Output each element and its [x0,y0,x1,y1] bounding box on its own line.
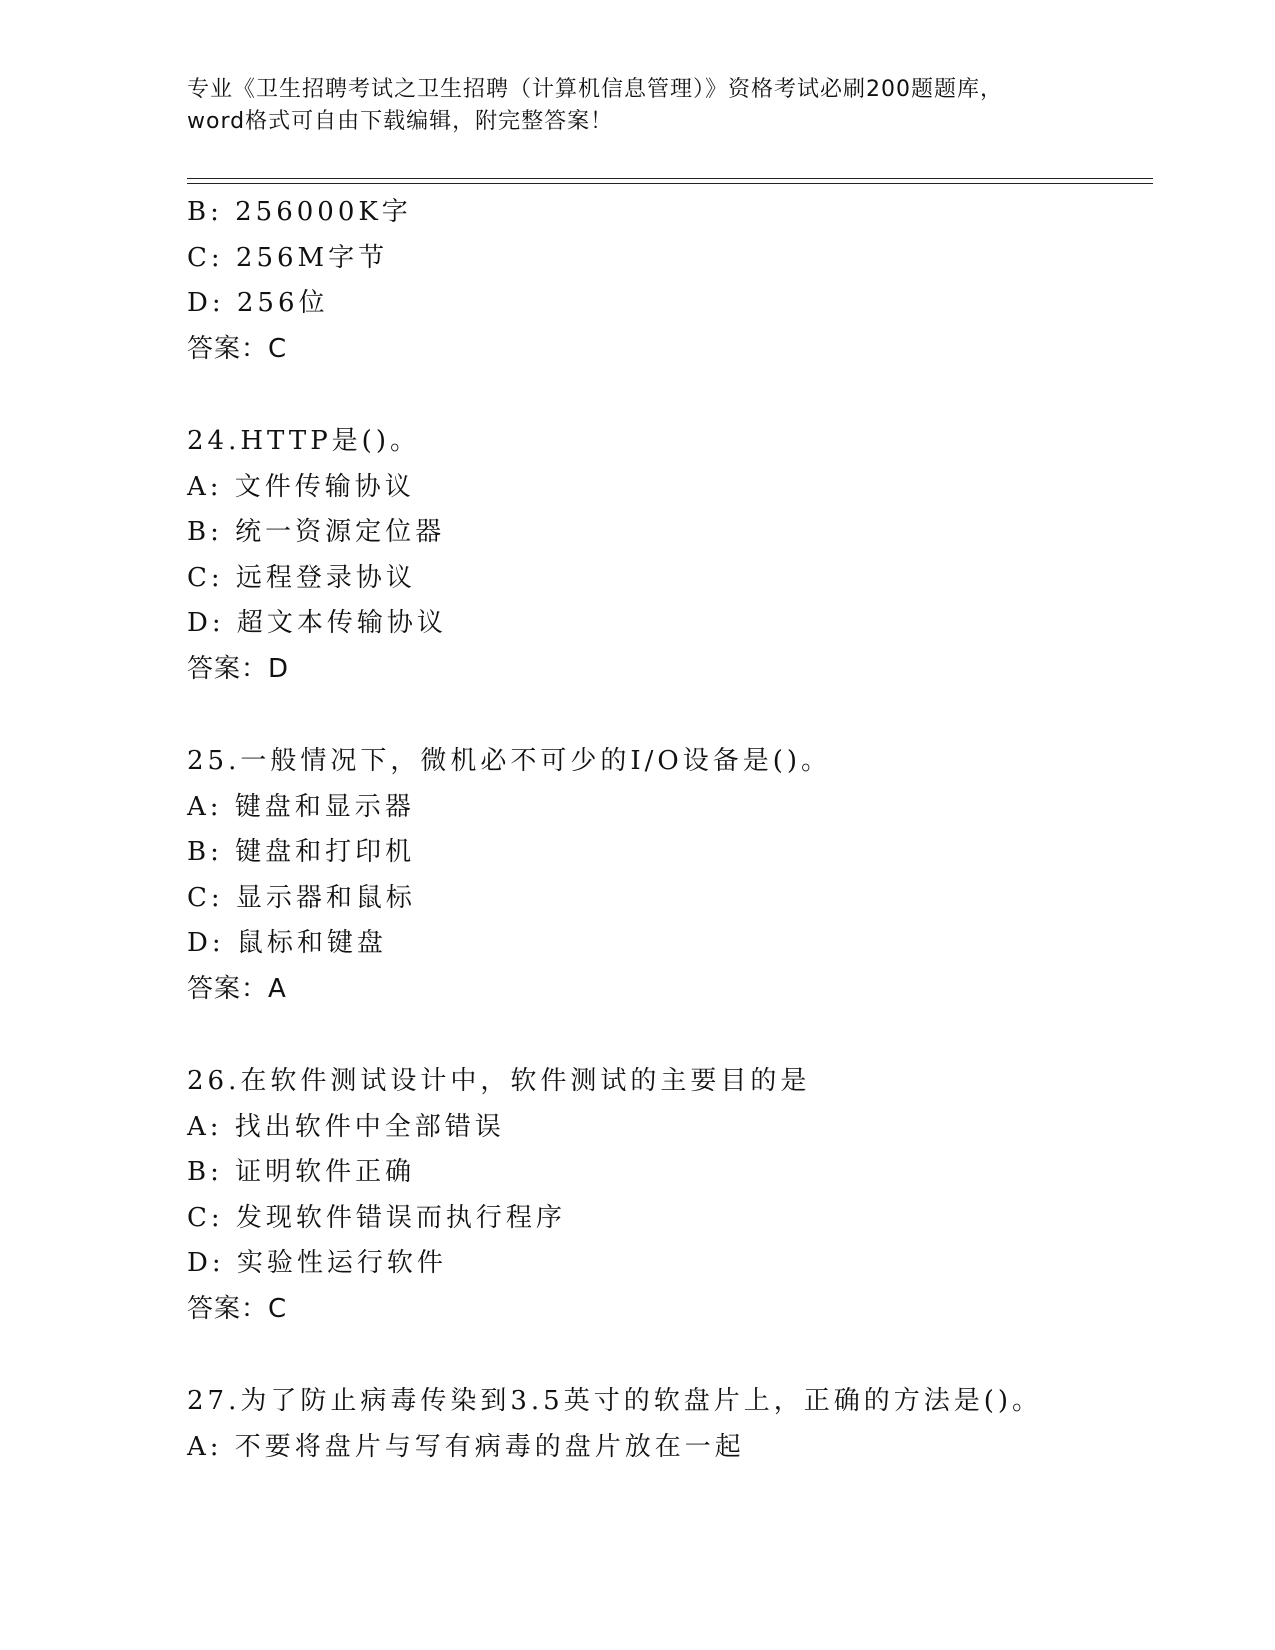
question-stem: 25.一般情况下，微机必不可少的I/O设备是()。 [187,746,831,776]
answer-line: 答案：A [187,973,287,1004]
option-a: A: 找出软件中全部错误 [187,1111,505,1142]
option-a: A: 不要将盘片与写有病毒的盘片放在一起 [187,1431,745,1462]
question-block-23 [187,190,1147,372]
option-b: B: 证明软件正确 [187,1157,416,1187]
option-b: B: 键盘和打印机 [187,837,416,867]
option-a: A: 文件传输协议 [187,471,415,502]
option-c: C: 远程登录协议 [187,562,416,593]
header-line-1: 专业《卫生招聘考试之卫生招聘（计算机信息管理）》资格考试必刷200题题库， [187,77,1003,102]
question-stem: 24.HTTP是()。 [187,426,420,456]
question-block-24 [187,419,1147,692]
answer-line: 答案：C [187,333,288,364]
option-d: D: 实验性运行软件 [187,1248,447,1278]
answer-line: 答案：D [187,653,290,684]
question-block-27 [187,1379,1147,1470]
option-d: D: 256位 [187,288,329,318]
option-c: C: 256M字节 [187,242,389,273]
question-stem: 26.在软件测试设计中，软件测试的主要目的是 [187,1066,811,1096]
option-a: A: 键盘和显示器 [187,791,415,822]
option-b: B: 256000K字 [187,197,412,227]
answer-line: 答案：C [187,1293,288,1324]
header-rule-top [187,178,1153,179]
option-d: D: 超文本传输协议 [187,608,447,638]
header-rule-bottom [187,183,1153,184]
question-block-26 [187,1059,1147,1332]
option-c: C: 发现软件错误而执行程序 [187,1202,566,1233]
question-list [187,190,1147,1470]
option-b: B: 统一资源定位器 [187,517,446,547]
question-stem: 27.为了防止病毒传染到3.5英寸的软盘片上，正确的方法是()。 [187,1386,1042,1416]
document-header [187,74,1087,138]
header-line-2: word格式可自由下载编辑，附完整答案！ [187,109,614,134]
option-c: C: 显示器和鼠标 [187,882,416,913]
question-block-25 [187,739,1147,1012]
option-d: D: 鼠标和键盘 [187,928,387,958]
